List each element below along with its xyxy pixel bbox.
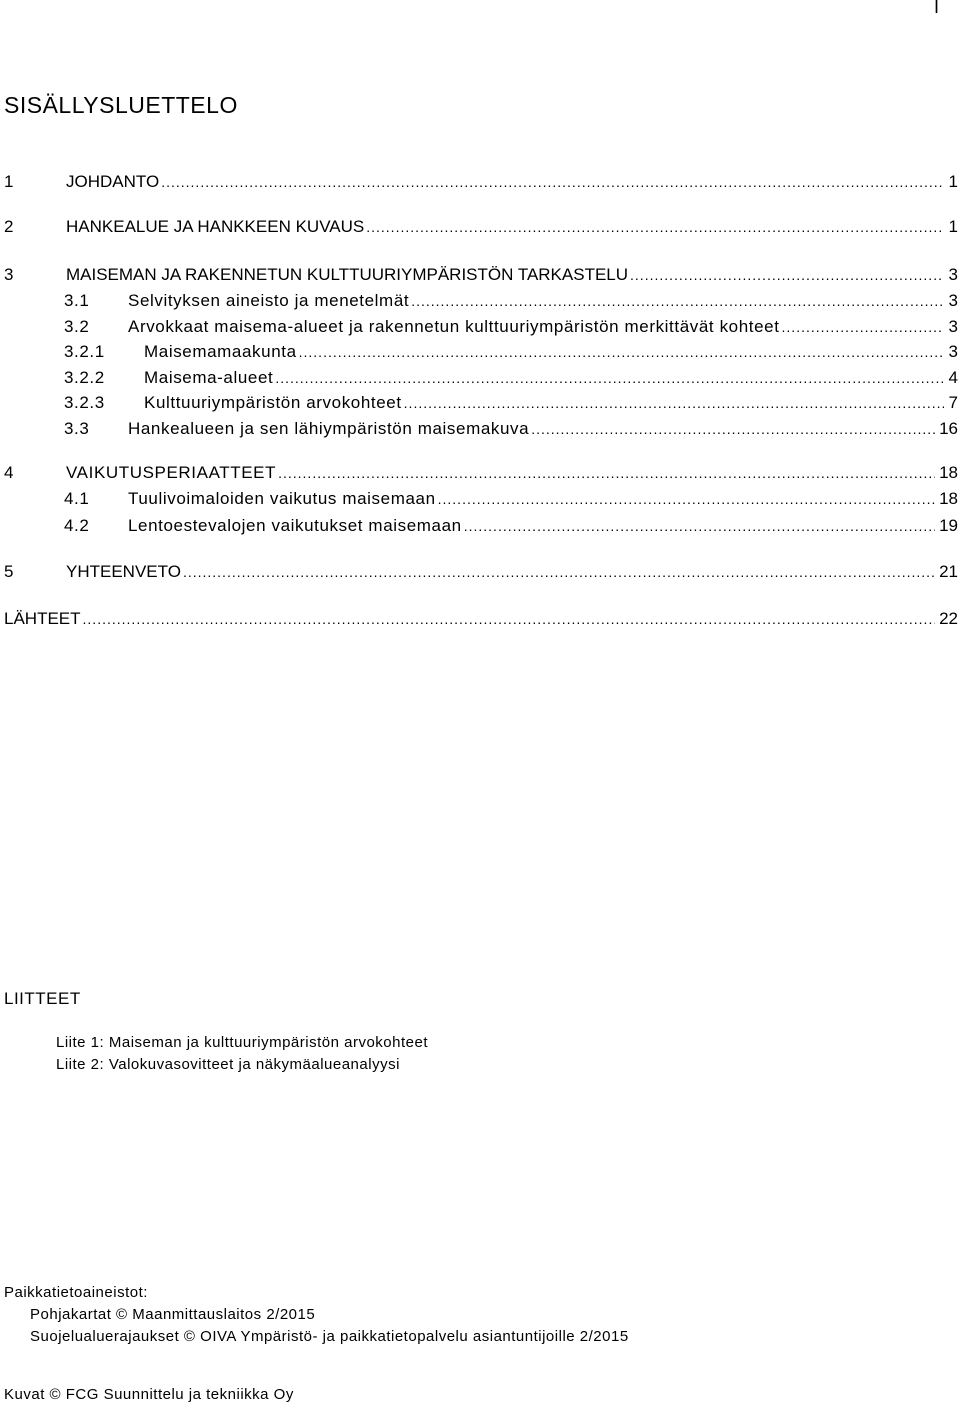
toc-dot-leader <box>782 319 944 335</box>
toc-entry-label: LÄHTEET <box>4 609 81 628</box>
map-data-sources <box>4 1282 629 1348</box>
toc-entry-label: YHTEENVETO <box>66 562 181 581</box>
toc-entry-number: 3.2 <box>64 317 90 336</box>
toc-entry[interactable] <box>0 342 958 368</box>
source-item: Pohjakartat © Maanmittauslaitos 2/2015 <box>30 1306 316 1323</box>
toc-entry-number: 5 <box>4 562 14 581</box>
toc-dot-leader <box>299 344 944 360</box>
toc-entry-number: 4 <box>4 463 15 482</box>
toc-dot-leader <box>464 518 935 534</box>
toc-entry-number: 2 <box>4 217 14 236</box>
toc-entry-page: 3 <box>948 342 958 361</box>
image-credit: Kuvat © FCG Suunnittelu ja tekniikka Oy <box>4 1386 294 1403</box>
attachments-list <box>56 1032 428 1076</box>
toc-entry-page: 1 <box>948 217 958 236</box>
toc-dot-leader <box>161 174 944 190</box>
toc-entry-page: 3 <box>948 291 958 310</box>
toc-entry-number: 3.2.2 <box>64 368 105 387</box>
toc-entry-label: MAISEMAN JA RAKENNETUN KULTTUURIYMPÄRISTÖN TARKASTELU <box>66 265 629 284</box>
toc-entry[interactable] <box>0 291 958 317</box>
toc-entry-page: 4 <box>948 368 958 387</box>
toc-entry-label: JOHDANTO <box>66 172 160 191</box>
toc-entry-page: 1 <box>948 172 958 191</box>
toc-dot-leader <box>404 395 944 411</box>
toc-dot-leader <box>83 611 936 627</box>
toc-entry-label: VAIKUTUSPERIAATTEET <box>66 463 277 482</box>
toc-entry-page: 7 <box>948 393 958 412</box>
sources-heading: Paikkatietoaineistot: <box>4 1284 148 1301</box>
toc-entry-number: 3.3 <box>64 419 90 438</box>
toc-entry[interactable] <box>0 393 958 419</box>
toc-entry[interactable] <box>0 489 958 515</box>
toc-dot-leader <box>531 421 935 437</box>
toc-entry[interactable] <box>0 368 958 394</box>
toc-dot-leader <box>275 370 944 386</box>
toc-entry-page: 21 <box>939 562 958 581</box>
attachments-heading: LIITTEET <box>4 989 81 1008</box>
source-item: Suojelualuerajaukset © OIVA Ympäristö- ja paikkatietopalvelu asiantuntijoille 2/2015 <box>30 1328 629 1345</box>
toc-entry-number: 3.2.1 <box>64 342 105 361</box>
toc-entry-number: 3.2.3 <box>64 393 105 412</box>
toc-dot-leader <box>411 293 944 309</box>
toc-entry[interactable] <box>0 172 958 198</box>
toc-entry[interactable] <box>0 609 958 635</box>
toc-entry[interactable] <box>0 217 958 243</box>
toc-entry-label: HANKEALUE JA HANKKEEN KUVAUS <box>66 217 365 236</box>
toc-entry[interactable] <box>0 516 958 542</box>
toc-entry-label: Tuulivoimaloiden vaikutus maisemaan <box>128 489 436 508</box>
toc-entry[interactable] <box>0 419 958 445</box>
toc-title: SISÄLLYSLUETTELO <box>4 92 238 118</box>
toc-entry[interactable] <box>0 463 958 489</box>
toc-dot-leader <box>183 564 935 580</box>
toc-entry-number: 3 <box>4 265 14 284</box>
toc-entry-page: 3 <box>948 317 958 336</box>
toc-dot-leader <box>278 465 935 481</box>
toc-entry-page: 3 <box>948 265 958 284</box>
attachment-item: Liite 2: Valokuvasovitteet ja näkymäalueanalyysi <box>56 1056 400 1073</box>
toc-entry-number: 1 <box>4 172 14 191</box>
toc-entry-label: Selvityksen aineisto ja menetelmät <box>128 291 410 310</box>
toc-entry[interactable] <box>0 265 958 291</box>
toc-entry-label: Maisema-alueet <box>144 368 274 387</box>
toc-entry[interactable] <box>0 317 958 343</box>
toc-dot-leader <box>630 267 944 283</box>
toc-entry-number: 4.2 <box>64 516 90 535</box>
toc-entry-page: 22 <box>939 609 958 628</box>
toc-entry-page: 19 <box>939 516 958 535</box>
toc-entry[interactable] <box>0 562 958 588</box>
toc-entry-label: Arvokkaat maisema-alueet ja rakennetun kulttuuriympäristön merkittävät kohteet <box>128 317 780 336</box>
attachment-item: Liite 1: Maiseman ja kulttuuriympäristön arvokohteet <box>56 1034 428 1051</box>
toc-entry-page: 16 <box>939 419 958 438</box>
toc-entry-page: 18 <box>939 489 958 508</box>
toc-entry-number: 4.1 <box>64 489 90 508</box>
toc-entry-label: Kulttuuriympäristön arvokohteet <box>144 393 402 412</box>
toc-entry-label: Maisemamaakunta <box>144 342 297 361</box>
toc-entry-label: Hankealueen ja sen lähiympäristön maisemakuva <box>128 419 530 438</box>
toc-entry-number: 3.1 <box>64 291 90 310</box>
page-marker: I <box>934 0 940 17</box>
toc-entry-label: Lentoestevalojen vaikutukset maisemaan <box>128 516 462 535</box>
toc-dot-leader <box>438 491 935 507</box>
toc-entry-page: 18 <box>939 463 958 482</box>
toc-dot-leader <box>366 219 944 235</box>
